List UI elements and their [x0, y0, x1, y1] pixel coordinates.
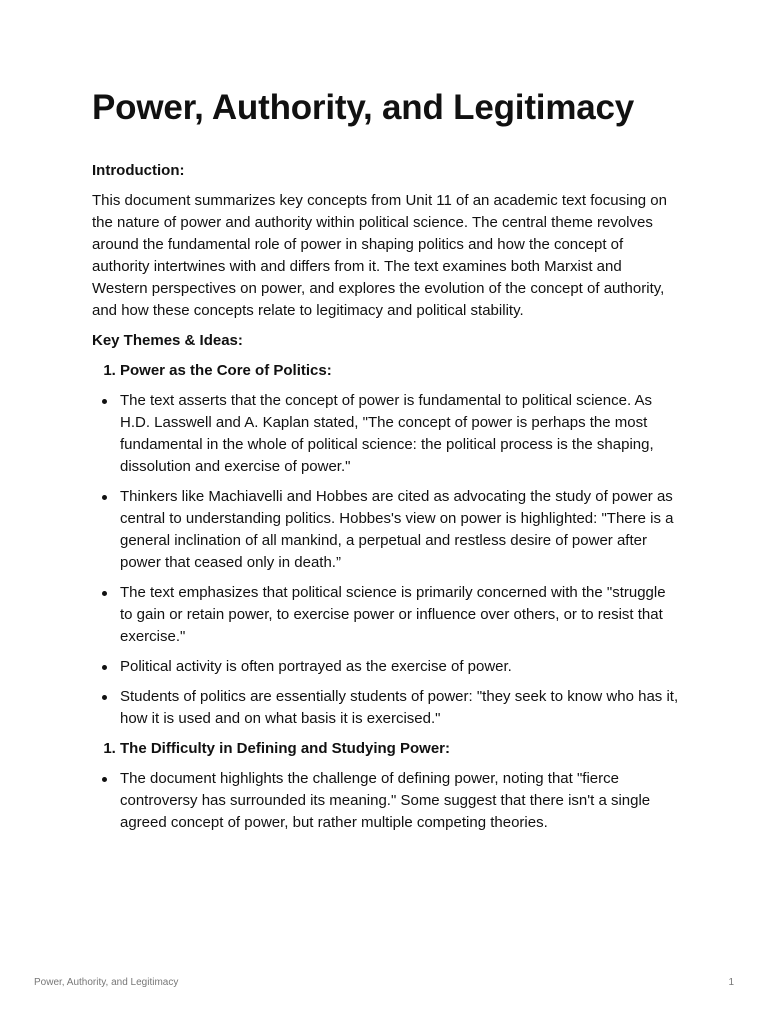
bullet-text: Thinkers like Machiavelli and Hobbes are cited as advocating the study of power as central to understanding politics. Hobbes's view on power is highlighted: "There is a general inclination of all mankind, a perpetual and restless desire of power after power that ceased only in death.” — [120, 488, 674, 571]
list-item — [120, 486, 680, 574]
section1-heading: 1. Power as the Core of Politics: — [120, 360, 680, 382]
list-item — [120, 768, 680, 834]
bullet-text: The text asserts that the concept of power is fundamental to political science. As H.D. Lasswell and A. Kaplan stated, "The concept of power is perhaps the most fundamental in the whole of political science: the political process is the shaping, dissolution and exercise of power." — [120, 392, 654, 475]
section2-heading: 1. The Difficulty in Defining and Studying Power: — [120, 738, 680, 760]
bullet-icon — [102, 695, 107, 700]
list-item — [120, 656, 680, 678]
bullet-text: Political activity is often portrayed as the exercise of power. — [120, 658, 512, 675]
section2-list — [92, 738, 680, 760]
page-number: 1 — [728, 977, 734, 988]
bullet-text: Students of politics are essentially students of power: "they seek to know who has it, how it is used and on what basis it is exercised." — [120, 688, 679, 727]
list-item — [120, 390, 680, 478]
section1-list — [92, 360, 680, 382]
bullet-icon — [102, 495, 107, 500]
bullet-icon — [102, 591, 107, 596]
bullet-icon — [102, 399, 107, 404]
themes-heading: Key Themes & Ideas: — [92, 332, 243, 349]
bullet-text: The text emphasizes that political science is primarily concerned with the "struggle to gain or retain power, to exercise power or influence over others, or to resist that exercise." — [120, 584, 666, 645]
bullet-icon — [102, 665, 107, 670]
footer-title: Power, Authority, and Legitimacy — [34, 977, 179, 988]
intro-heading: Introduction: — [92, 162, 185, 179]
bullet-icon — [102, 777, 107, 782]
section1-bullets — [92, 390, 680, 730]
bullet-text: The document highlights the challenge of defining power, noting that "fierce controversy has surrounded its meaning." Some suggest that there isn't a single agreed concept of power, but rather multiple competing theories. — [120, 770, 651, 831]
document-title: Power, Authority, and Legitimacy — [92, 88, 635, 127]
list-item — [120, 686, 680, 730]
document-page — [92, 86, 680, 842]
section2-bullets — [92, 768, 680, 834]
intro-paragraph: This document summarizes key concepts from Unit 11 of an academic text focusing on the nature of power and authority within political science. The central theme revolves around the fundamental role of power in shaping politics and how the concept of authority intertwines with and differs from it. The text examines both Marxist and Western perspectives on power, and explores the evolution of the concept of authority, and how these concepts relate to legitimacy and political stability. — [92, 192, 667, 319]
list-item — [120, 582, 680, 648]
